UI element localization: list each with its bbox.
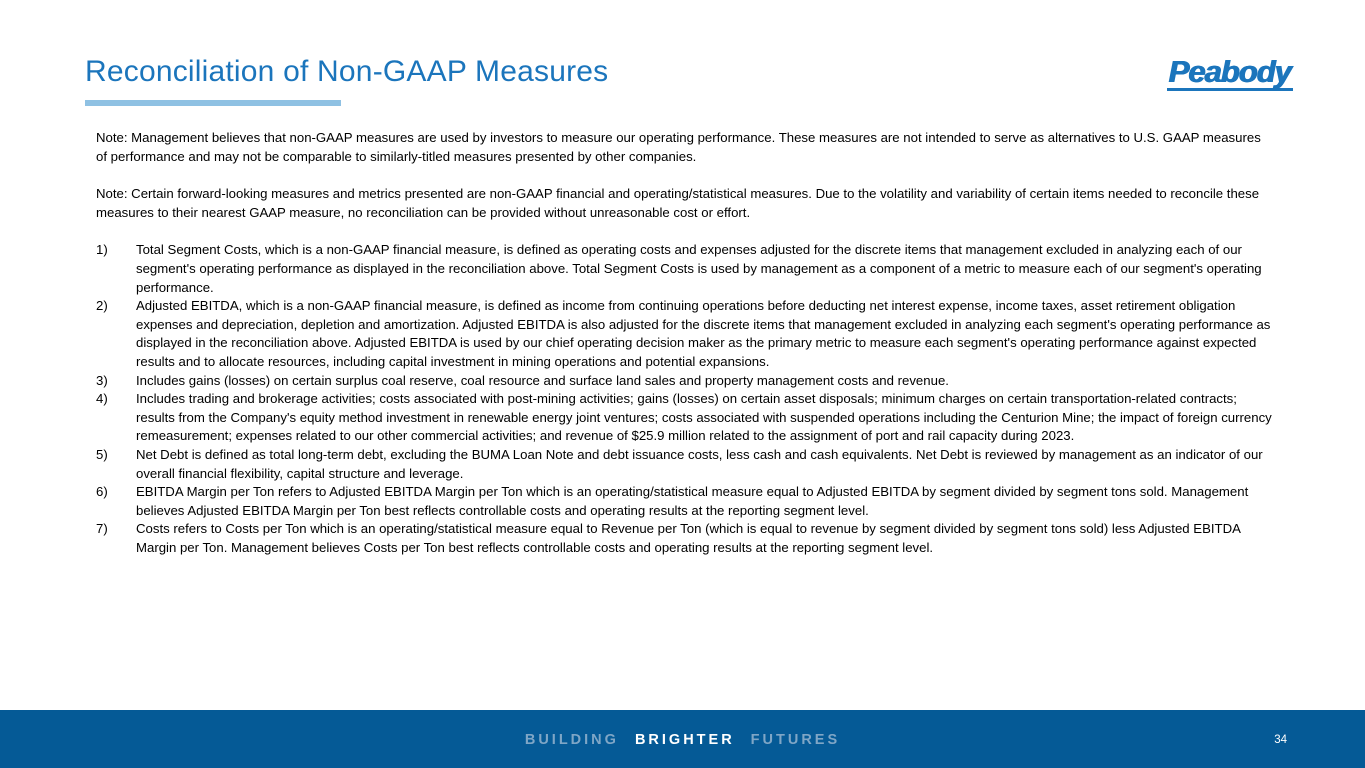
footnote-number: 2): [96, 298, 108, 314]
tagline-word-brighter: BRIGHTER: [634, 732, 735, 748]
footnote-number: 4): [96, 391, 108, 407]
footnote-text: Includes trading and brokerage activities; costs associated with post-mining activities; gains (losses) on certain asset disposals; minimum charges on certain transportation-related contracts; results from the Company's equity method investment in renewable energy joint ventures; costs associated with suspended operations including the Centurion Mine; the impact of foreign currency remeasurement; expenses related to our other commercial activities; and revenue of $25.9 million related to the assignment of port and rail capacity during 2023.: [136, 391, 1272, 444]
note-paragraph-2: Note: Certain forward-looking measures and metrics presented are non-GAAP financial and operating/statistical measures. Due to the volatility and variability of certain items needed to reconcile these measures to their nearest GAAP measure, no reconciliation can be provided without unreasonable cost or effort.: [96, 186, 1260, 220]
footnote-item: [96, 297, 1274, 371]
footnote-number: 7): [96, 521, 108, 537]
footnote-number: 3): [96, 372, 108, 388]
peabody-logo: Peabody: [1168, 54, 1291, 89]
note-paragraph-1: Note: Management believes that non-GAAP measures are used by investors to measure our operating performance. These measures are not intended to serve as alternatives to U.S. GAAP measures of performance and may not be comparable to similarly-titled measures presented by other companies.: [96, 130, 1261, 164]
footnote-item: [96, 390, 1274, 446]
footnote-item: [96, 446, 1274, 483]
page-title: Reconciliation of Non-GAAP Measures: [85, 55, 609, 88]
page-number: 34: [1274, 734, 1287, 746]
footer-tagline: [0, 732, 1365, 748]
slide-body: [96, 129, 1274, 557]
slide-footer: [0, 710, 1365, 768]
footnote-item: [96, 372, 1274, 391]
footnote-text: Net Debt is defined as total long-term debt, excluding the BUMA Loan Note and debt issuance costs, less cash and cash equivalents. Net Debt is reviewed by management as an indicator of our overall financial flexibility, capital structure and leverage.: [136, 446, 1263, 481]
footnote-text: EBITDA Margin per Ton refers to Adjusted EBITDA Margin per Ton which is an operating/statistical measure equal to Adjusted EBITDA by segment divided by segment tons sold. Management believes Adjusted EBITDA Margin per Ton best reflects controllable costs and operating results at the reporting segment level.: [136, 484, 1249, 518]
footnote-number: 5): [96, 446, 108, 462]
footnote-item: [96, 520, 1274, 557]
footnote-text: Costs refers to Costs per Ton which is an operating/statistical measure equal to Revenue per Ton (which is equal to revenue by segment divided by segment tons sold) less Adjusted EBITDA Margin per Ton. Management believes Costs per Ton best reflects controllable costs and operating results at the reporting segment level.: [136, 521, 1241, 555]
footnote-text: Total Segment Costs, which is a non-GAAP financial measure, is defined as operating costs and expenses adjusted for the discrete items that management excluded in analyzing each of our segment's operating performance as displayed in the reconciliation above. Total Segment Costs is used by management as a component of a metric to measure each of our segment's operating performance.: [136, 242, 1262, 295]
footnote-text: Adjusted EBITDA, which is a non-GAAP financial measure, is defined as income from continuing operations before deducting net interest expense, income taxes, asset retirement obligation expenses and depreciation, depletion and amortization. Adjusted EBITDA is also adjusted for the discrete items that management excluded in analyzing each segment's operating performance as displayed in the reconciliation above. Adjusted EBITDA is used by our chief operating decision maker as the primary metric to measure each segment's operating performance against expected results and to allocate resources, including capital investment in mining operations and potential expansions.: [136, 298, 1271, 369]
title-underline: [85, 100, 341, 106]
footnote-item: [96, 483, 1274, 520]
footnote-text: Includes gains (losses) on certain surplus coal reserve, coal resource and surface land sales and property management costs and revenue.: [136, 372, 949, 388]
tagline-word-futures: FUTURES: [750, 732, 841, 748]
footnote-item: [96, 241, 1274, 297]
footnote-number: 6): [96, 484, 108, 500]
footnote-list: [96, 241, 1274, 557]
slide-header: [0, 0, 1365, 120]
tagline-word-building: BUILDING: [524, 732, 619, 748]
footnote-number: 1): [96, 242, 108, 258]
